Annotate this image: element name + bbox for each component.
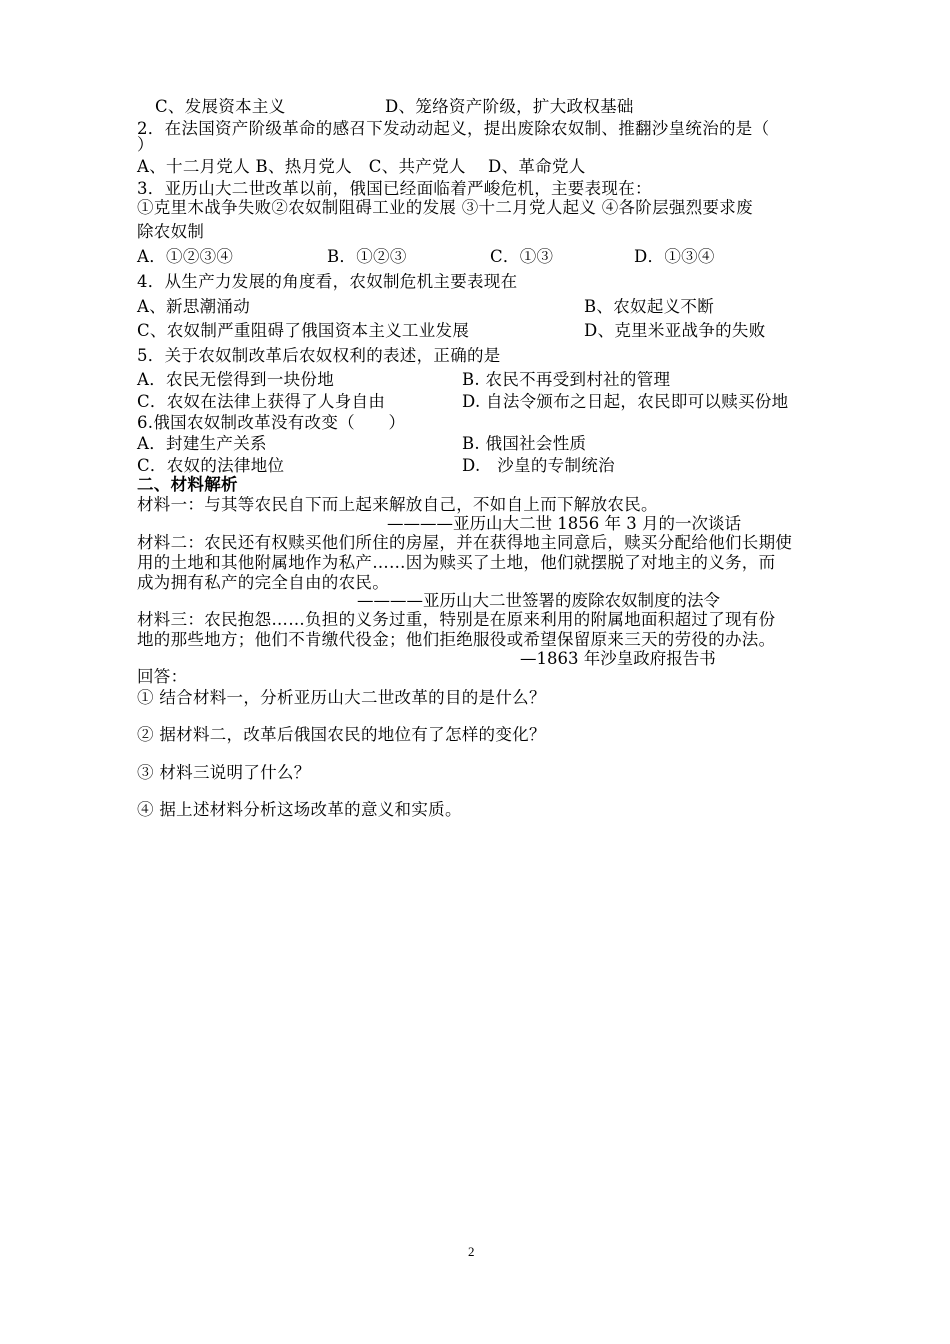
- material-2-source: ————亚历山大二世签署的废除农奴制度的法令: [357, 591, 720, 610]
- question-b: ② 据材料二，改革后俄国农民的地位有了怎样的变化？: [137, 725, 546, 744]
- section-heading: 二、材料解析: [137, 475, 238, 494]
- material-1-source: ————亚历山大二世 1856 年 3 月的一次谈话: [387, 514, 741, 533]
- page-number: 2: [468, 1244, 475, 1259]
- answer-label: 回答：: [137, 667, 188, 686]
- material-3-line2: 地的那些地方；他们不肯缴代役金；他们拒绝服役或希望保留原来三天的劳役的办法。: [137, 630, 776, 649]
- q4-option-d: D、克里米亚战争的失败: [584, 321, 766, 340]
- material-2-line3: 成为拥有私产的完全自由的农民。: [137, 573, 389, 592]
- q4-option-b: B、农奴起义不断: [584, 297, 715, 316]
- q6-option-a: A．封建生产关系: [137, 434, 267, 453]
- q5-option-a: A．农民无偿得到一块份地: [137, 370, 335, 389]
- q4-stem: 4．从生产力发展的角度看，农奴制危机主要表现在: [137, 272, 518, 291]
- q6-option-c: C．农奴的法律地位: [137, 456, 285, 475]
- q1-option-d: D、笼络资产阶级，扩大政权基础: [385, 97, 634, 116]
- q5-stem: 5．关于农奴制改革后农奴权利的表述，正确的是: [137, 346, 501, 365]
- q4-option-c: C、农奴制严重阻碍了俄国资本主义工业发展: [137, 321, 470, 340]
- q3-option-c: C．①③: [490, 247, 554, 266]
- q3-option-d: D．①③④: [634, 247, 715, 266]
- material-3-line1: 材料三：农民抱怨……负担的义务过重，特别是在原来利用的附属地面积超过了现有份: [137, 610, 776, 629]
- question-c: ③ 材料三说明了什么？: [137, 763, 311, 782]
- q1-option-c: C、发展资本主义: [155, 97, 286, 116]
- question-d: ④ 据上述材料分析这场改革的意义和实质。: [137, 800, 462, 819]
- material-2-line1: 材料二：农民还有权赎买他们所住的房屋，并在获得地主同意后，赎买分配给他们长期使: [137, 533, 793, 552]
- q3-items-line2: 除农奴制: [137, 222, 205, 241]
- material-1: 材料一：与其等农民自下而上起来解放自己，不如自上而下解放农民。: [137, 495, 658, 514]
- q3-stem: 3．亚历山大二世改革以前，俄国已经面临着严峻危机，主要表现在：: [137, 179, 652, 198]
- question-a: ① 结合材料一，分析亚历山大二世改革的目的是什么？: [137, 688, 546, 707]
- q4-option-a: A、新思潮涌动: [137, 297, 251, 316]
- q5-option-b: B. 农民不再受到村社的管理: [462, 370, 671, 389]
- q6-stem: 6.俄国农奴制改革没有改变（ ）: [137, 413, 406, 432]
- material-2-line2: 用的土地和其他附属地作为私产……因为赎买了土地，他们就摆脱了对地主的义务，而: [137, 553, 776, 572]
- q2-options: A、十二月党人 B、热月党人 C、共产党人 D、革命党人: [137, 157, 586, 176]
- q5-option-c: C．农奴在法律上获得了人身自由: [137, 392, 386, 411]
- q2-stem: 2．在法国资产阶级革命的感召下发动动起义，提出废除农奴制、推翻沙皇统治的是（: [137, 119, 770, 138]
- q6-option-b: B. 俄国社会性质: [462, 434, 587, 453]
- material-3-source: —1863 年沙皇政府报告书: [520, 649, 716, 668]
- q2-stem-end: ）: [137, 135, 154, 154]
- q3-option-b: B．①②③: [327, 247, 407, 266]
- q6-option-d: D. 沙皇的专制统治: [462, 456, 615, 475]
- q3-option-a: A．①②③④: [137, 247, 234, 266]
- q5-option-d: D. 自法令颁布之日起，农民即可以赎买份地: [462, 392, 789, 411]
- q3-items-line1: ①克里木战争失败②农奴制阻碍工业的发展 ③十二月党人起义 ④各阶层强烈要求废: [137, 198, 753, 217]
